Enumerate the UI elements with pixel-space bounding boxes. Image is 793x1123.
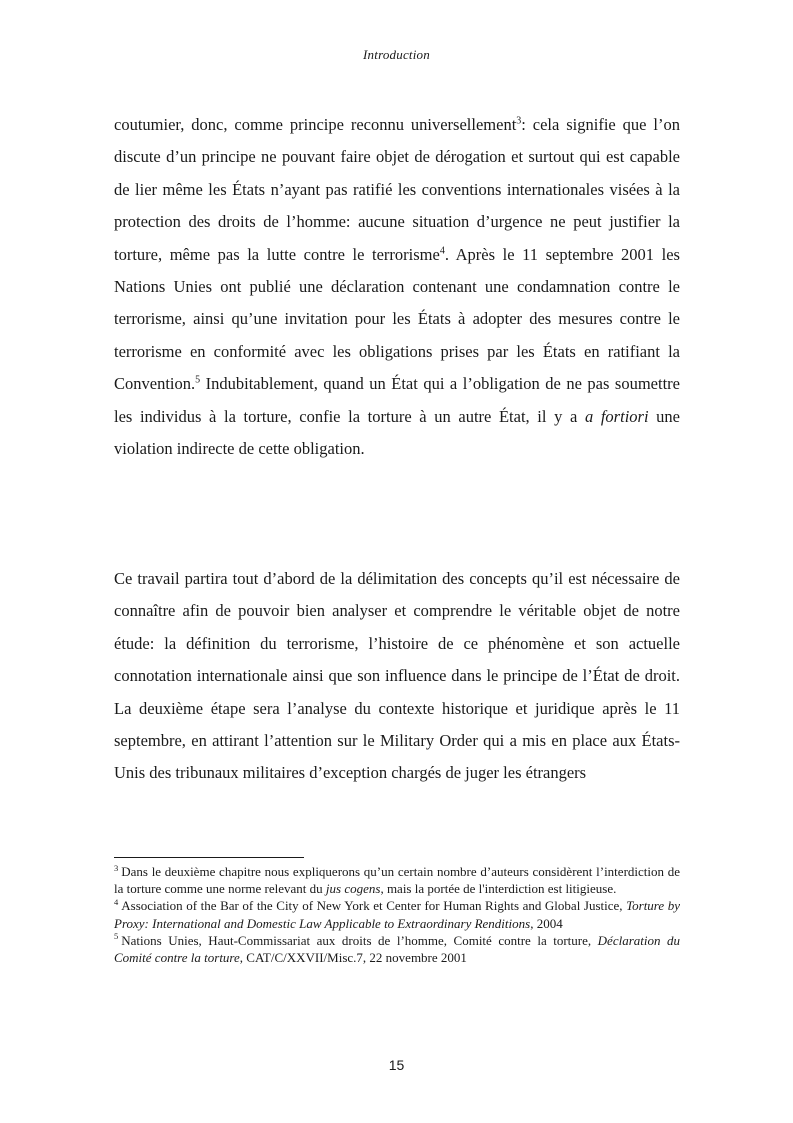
paragraph-1 xyxy=(114,109,680,465)
footnote-ref-4[interactable]: 4 xyxy=(439,245,445,257)
paragraph-1-segment: une violation indirecte de cette obligation. xyxy=(114,406,681,459)
footnote-italic: Déclaration du Comité contre la torture xyxy=(114,932,680,966)
footnote-italic: Torture by Proxy: International and Domestic Law Applicable to Extraordinary Renditions xyxy=(114,898,680,931)
paragraph-2 xyxy=(114,563,680,790)
paragraph-1-segment: coutumier, donc, comme principe reconnu universellement xyxy=(114,115,517,134)
paragraph-1-segment: Indubitablement, quand un État qui a l’obligation de ne pas soumettre les individus à la torture, confie la torture à un autre État, il y a xyxy=(114,374,680,426)
footnote-ref-5[interactable]: 5 xyxy=(195,374,201,386)
italic-phrase: a fortiori xyxy=(584,406,649,426)
footnote-text: Dans le deuxième chapitre nous expliquerons qu’un certain nombre d’auteurs considèrent l’interdiction de la torture comme une norme relevant du xyxy=(114,864,680,897)
footnote-text: Association of the Bar of the City of New York et Center for Human Rights and Global Justice, xyxy=(121,898,627,914)
footnote-text: , CAT/C/XXVII/Misc.7, 22 novembre 2001 xyxy=(239,950,467,966)
running-header: Introduction xyxy=(363,47,430,62)
page-number: 15 xyxy=(388,1057,405,1073)
footnote-italic: jus cogens xyxy=(325,881,381,897)
paragraph-1-segment: : cela signifie que l’on discute d’un principe ne pouvant faire objet de dérogation et surtout qui est capable de lier même les États n’ayant pas ratifié les conventions internationales visées à la protection des droits de l’homme: aucune situation d’urgence ne peut justifier la torture, même pas la lutte contre le terrorisme xyxy=(114,115,680,264)
footnote-text: , 2004 xyxy=(530,915,563,931)
footnote-4 xyxy=(114,897,680,931)
footnote-text: , mais la portée de l'interdiction est litigieuse. xyxy=(380,881,617,897)
paragraph-1-text xyxy=(114,109,680,465)
footnote-number: 5 xyxy=(114,931,119,942)
footnote-ref-3[interactable]: 3 xyxy=(516,115,522,127)
footnotes xyxy=(114,863,680,966)
paragraph-2-text: Ce travail partira tout d’abord de la délimitation des concepts qu’il est nécessaire de connaître afin de pouvoir bien analyser et comprendre le véritable objet de notre étude: la définition du terrorisme, l’histoire de ce phénomène et son actuelle connotation internationale ainsi que son influence dans le principe de l’État de droit. La deuxième étape sera l’analyse du contexte historique et juridique après le 11 septembre, en attirant l’attention sur le Military Order qui a mis en place aux États-Unis des tribunaux militaires d’exception chargés de juger les étrangers xyxy=(114,569,680,783)
footnote-number: 3 xyxy=(114,862,119,873)
paragraph-1-segment: . Après le 11 septembre 2001 les Nations Unies ont publié une déclaration contenant une condamnation contre le terrorisme, ainsi qu’une invitation pour les États à adopter des mesures contre le terrorisme en conformité avec les obligations prises par les États en ratifiant la Convention. xyxy=(114,244,680,394)
footnote-text: Nations Unies, Haut-Commissariat aux droits de l’homme, Comité contre la torture, xyxy=(121,932,598,948)
footnote-number: 4 xyxy=(114,897,119,908)
footnote-5 xyxy=(114,932,680,966)
footnote-3 xyxy=(114,863,680,897)
footnote-separator xyxy=(114,857,304,858)
